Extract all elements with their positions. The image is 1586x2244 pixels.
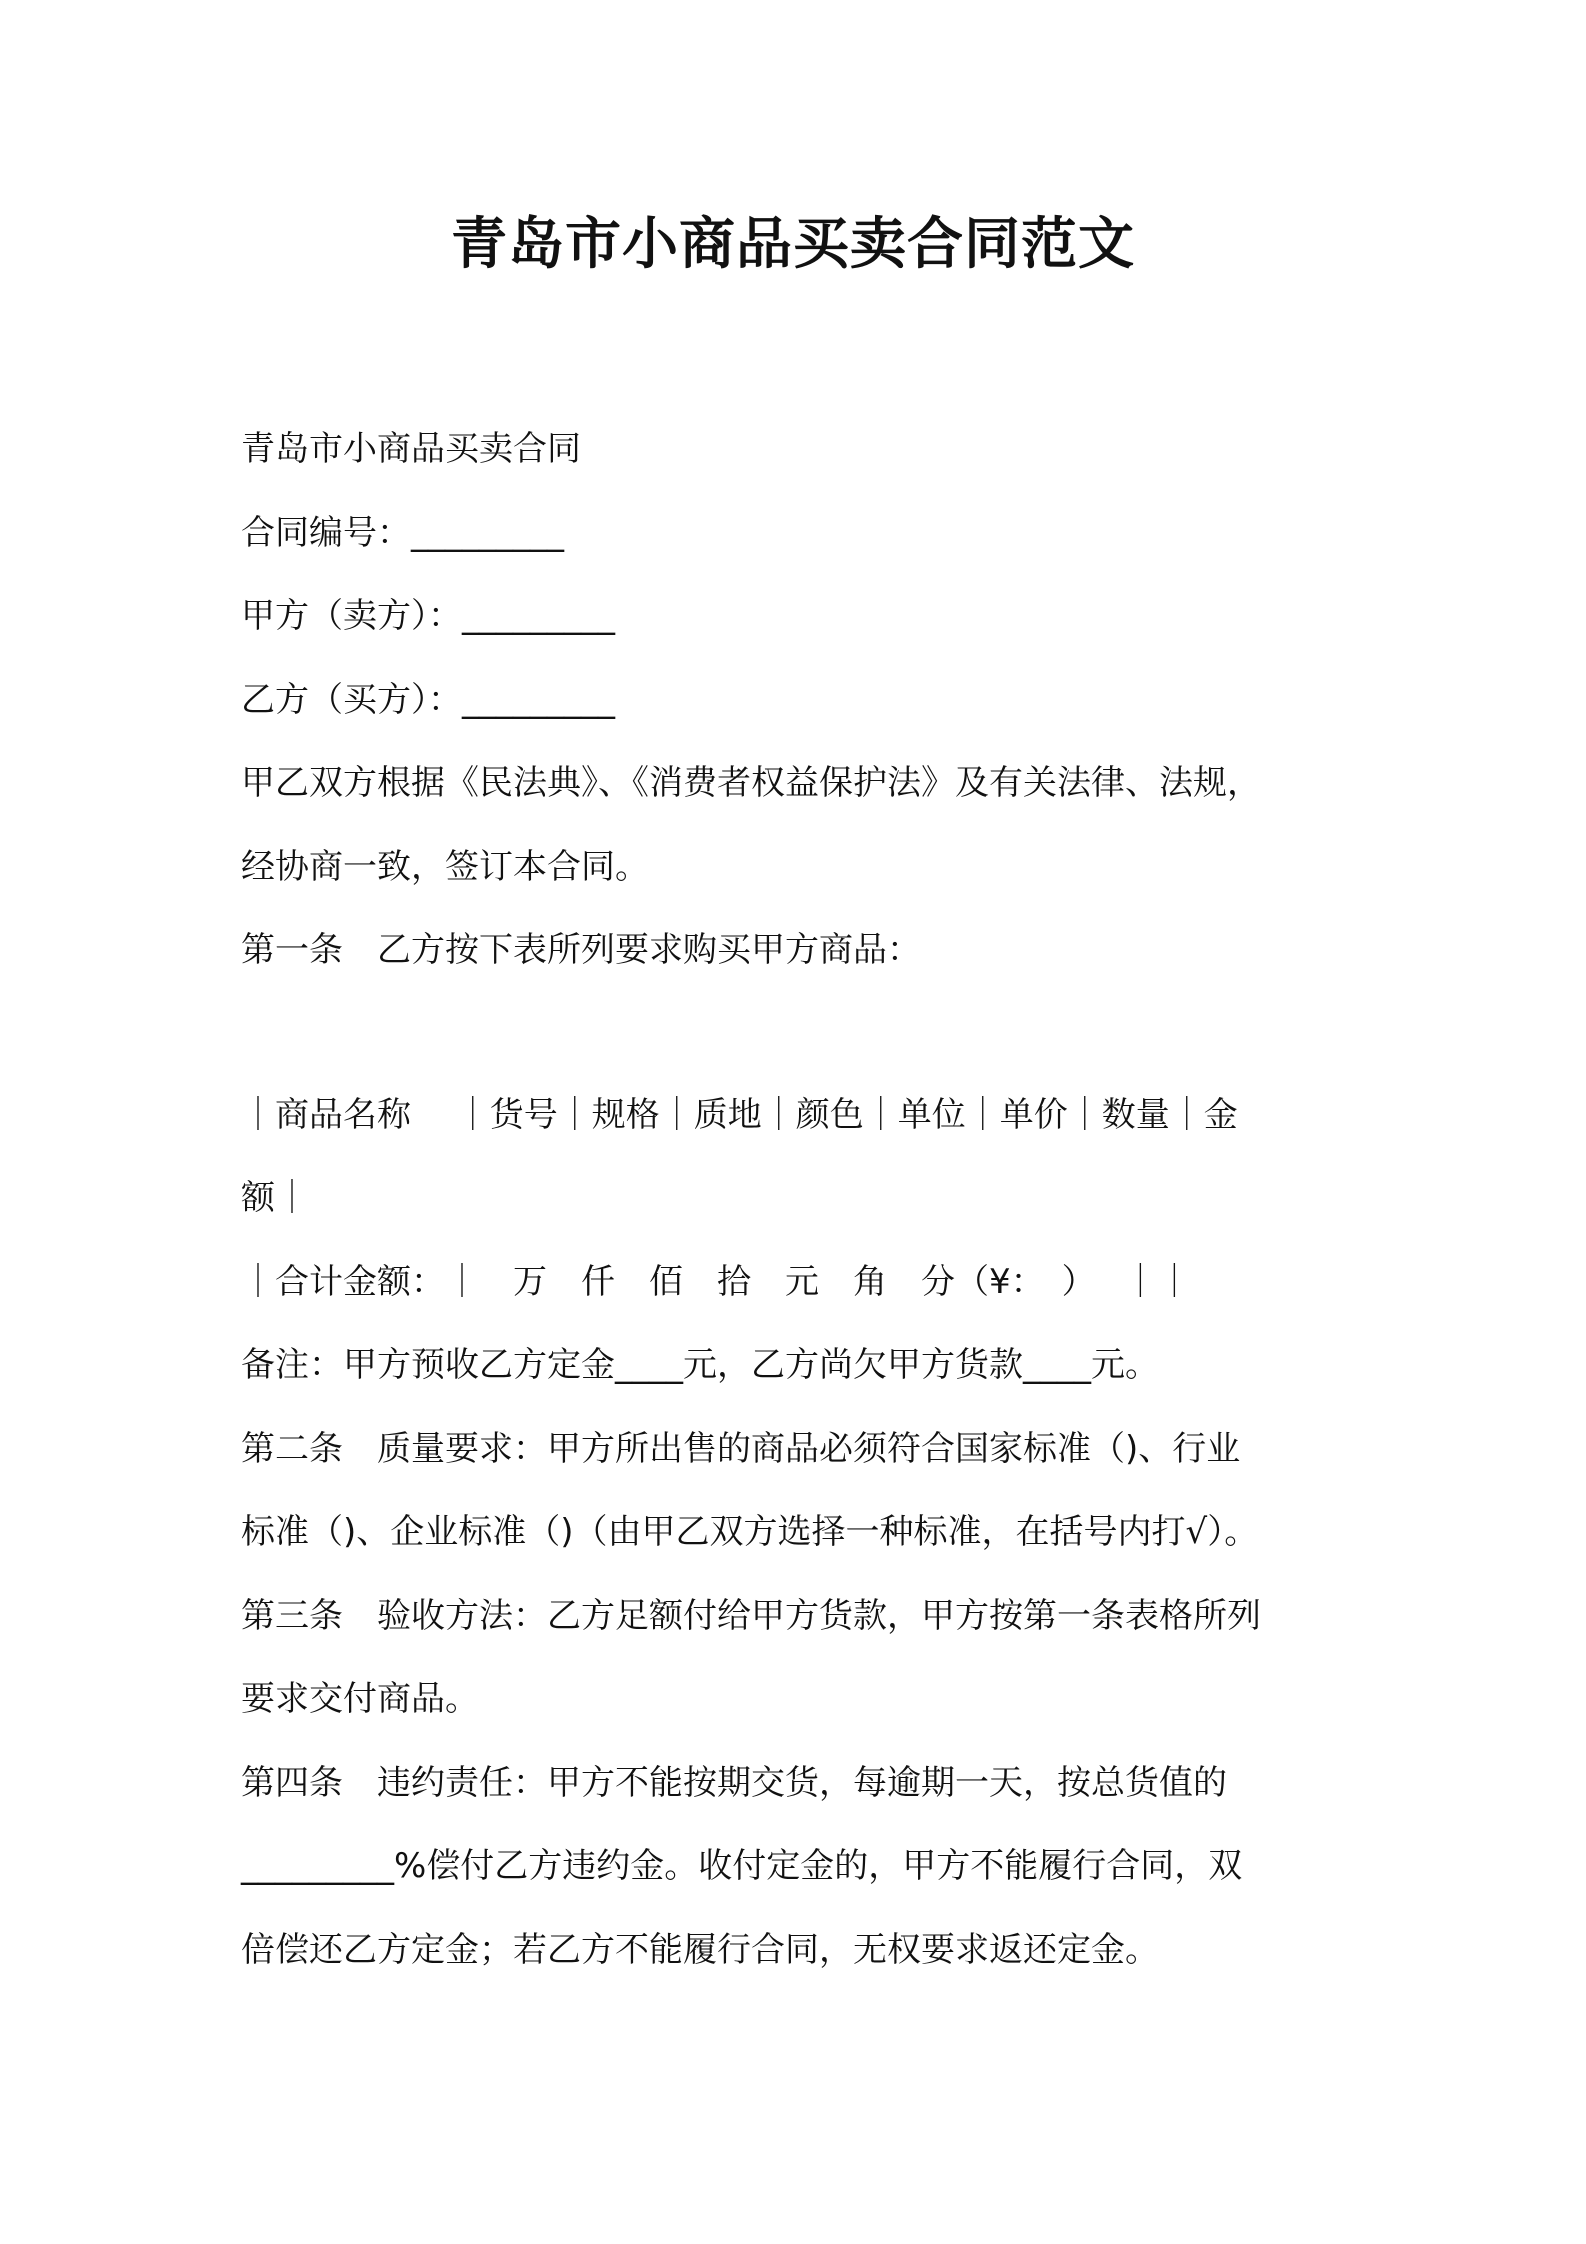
article-3-line-2: 要求交付商品。	[241, 1679, 479, 1719]
preamble-line-1: 甲乙双方根据《民法典》、《消费者权益保护法》及有关法律、法规，	[241, 763, 1261, 803]
party-b-line: 乙方（买方）：_________	[241, 679, 615, 720]
preamble-line-2: 经协商一致，签订本合同。	[241, 846, 649, 887]
document-title: 青岛市小商品买卖合同范文	[451, 212, 1135, 277]
article-2-line-1: 第二条 质量要求：甲方所出售的商品必须符合国家标准（)、行业	[241, 1428, 1241, 1469]
document-body	[241, 408, 1391, 1992]
article-4-line-3: 倍偿还乙方定金；若乙方不能履行合同，无权要求返还定金。	[241, 1929, 1159, 1970]
article-2-line-2: 标准（)、企业标准（)（由甲乙双方选择一种标准，在括号内打√）。	[241, 1512, 1259, 1552]
contract-heading: 青岛市小商品买卖合同	[241, 429, 581, 469]
article-4-line-1: 第四条 违约责任：甲方不能按期交货，每逾期一天，按总货值的	[241, 1762, 1227, 1803]
remarks-line: 备注：甲方预收乙方定金____元，乙方尚欠甲方货款____元。	[241, 1345, 1159, 1385]
blank-line	[241, 993, 1391, 1074]
party-a-line: 甲方（卖方）：_________	[241, 596, 615, 636]
article-1-line: 第一条 乙方按下表所列要求购买甲方商品：	[241, 930, 921, 970]
article-4-line-2: _________%偿付乙方违约金。收付定金的，甲方不能履行合同，双	[241, 1846, 1243, 1886]
table-total-row: ｜合计金额：｜ 万 仟 佰 拾 元 角 分（¥： ） ｜｜	[241, 1261, 1192, 1302]
table-header-row: ｜商品名称 ｜货号｜规格｜质地｜颜色｜单位｜单价｜数量｜金	[241, 1094, 1238, 1135]
table-header-row-wrap: 额｜	[241, 1178, 309, 1218]
article-3-line-1: 第三条 验收方法：乙方足额付给甲方货款，甲方按第一条表格所列	[241, 1595, 1261, 1636]
contract-number-line: 合同编号：_________	[241, 512, 564, 553]
